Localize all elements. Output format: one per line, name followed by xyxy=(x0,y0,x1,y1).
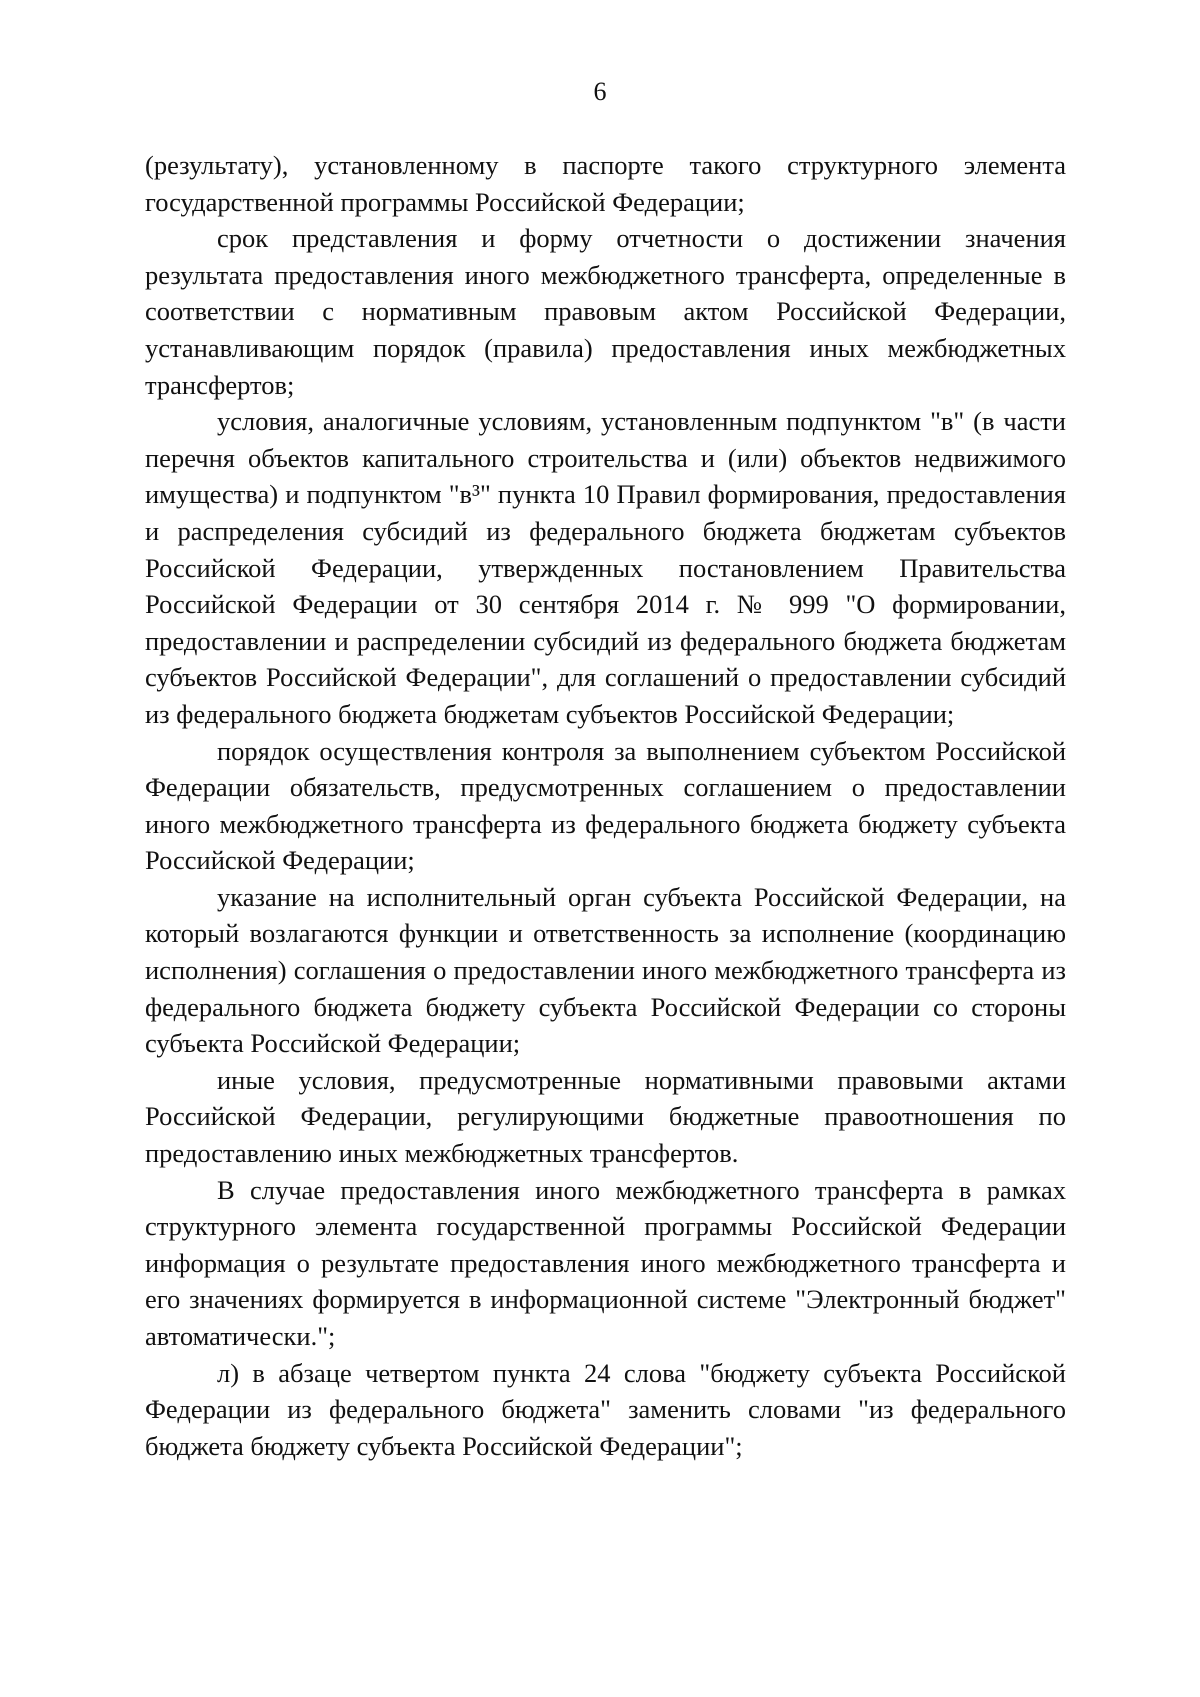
page-number: 6 xyxy=(593,77,607,106)
paragraph-conditions: условия, аналогичные условиям, установленным подпунктом "в" (в части перечня объектов капитального строительства и (или) объектов недвижимого имущества) и подпунктом "в³" пункта 10 Правил формирования, предоставления и распределения субсидий из федерального бюджета бюджетам субъектов Российской Федерации, утвержденных постановлением Правительства Российской Федерации от 30 сентября 2014 г. № 999 "О формировании, предоставлении и распределении субсидий из федерального бюджета бюджетам субъектов Российской Федерации", для соглашений о предоставлении субсидий из федерального бюджета бюджетам субъектов Российской Федерации; xyxy=(145,406,1066,729)
paragraph-reporting-terms: срок представления и форму отчетности о достижении значения результата предоставления иного межбюджетного трансферта, определенные в соответствии с нормативным правовым актом Российской Федерации, устанавливающим порядок (правила) предоставления иных межбюджетных трансфертов; xyxy=(145,223,1066,400)
paragraph-continuation: (результату), установленному в паспорте такого структурного элемента государственной программы Российской Федерации; xyxy=(145,150,1066,217)
paragraph-electronic-budget: В случае предоставления иного межбюджетного трансферта в рамках структурного элемента государственной программы Российской Федерации информация о результате предоставления иного межбюджетного трансферта и его значениях формируется в информационной системе "Электронный бюджет" автоматически."; xyxy=(145,1174,1066,1351)
paragraph-executive-body: указание на исполнительный орган субъекта Российской Федерации, на который возлагаются функции и ответственность за исполнение (координацию исполнения) соглашения о предоставлении иного межбюджетного трансферта из федерального бюджета бюджету субъекта Российской Федерации со стороны субъекта Российской Федерации; xyxy=(145,881,1066,1059)
paragraph-other-conditions: иные условия, предусмотренные нормативными правовыми актами Российской Федерации, регулирующими бюджетные правоотношения по предоставлению иных межбюджетных трансфертов. xyxy=(145,1064,1066,1169)
document-body xyxy=(145,147,1066,1464)
paragraph-amendment-l: л) в абзаце четвертом пункта 24 слова "бюджету субъекта Российской Федерации из федерального бюджета" заменить словами "из федерального бюджета бюджету субъекта Российской Федерации"; xyxy=(145,1357,1066,1461)
paragraph-control-procedure: порядок осуществления контроля за выполнением субъектом Российской Федерации обязательств, предусмотренных соглашением о предоставлении иного межбюджетного трансферта из федерального бюджета бюджету субъекта Российской Федерации; xyxy=(145,735,1066,876)
